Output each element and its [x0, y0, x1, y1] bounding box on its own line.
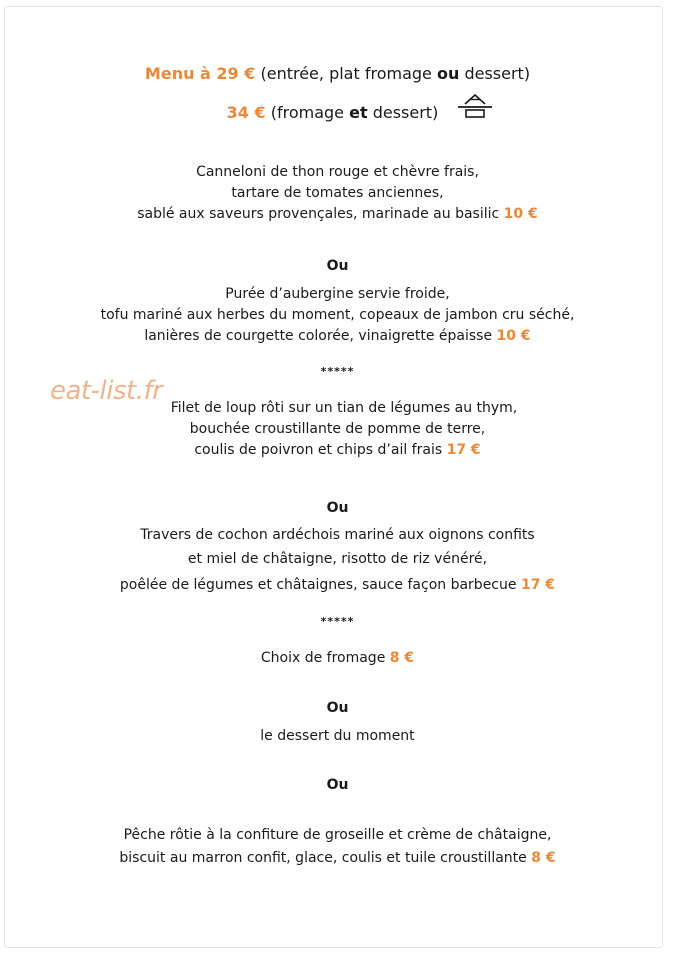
entree-1-line-1: Canneloni de thon rouge et chèvre frais, — [196, 164, 479, 180]
menu-29-ou: ou — [436, 64, 460, 83]
menu-34-et: et — [349, 103, 368, 122]
plat-2-line-3 — [0, 576, 675, 594]
menu-29-contents-a: (entrée, plat fromage — [260, 64, 437, 83]
entree-1-line-2: tartare de tomates anciennes, — [231, 185, 444, 201]
entree-1-price: 10 € — [503, 206, 538, 222]
fromage-text: Choix de fromage — [260, 650, 386, 666]
menu-29-label: Menu à 29 € — [144, 64, 256, 83]
or-separator-dessert: Ou — [326, 777, 349, 793]
menu-29-contents-b: dessert) — [459, 64, 531, 83]
menu-sheet — [4, 6, 663, 948]
plat-1-line-2: bouchée croustillante de pomme de terre, — [189, 421, 486, 437]
plat-2-line-3-text: poêlée de légumes et châtaignes, sauce façon barbecue — [119, 577, 517, 593]
plat-2-line-1: Travers de cochon ardéchois mariné aux oignons confits — [140, 527, 535, 543]
or-separator-entrees: Ou — [326, 258, 349, 274]
or-separator-fromage: Ou — [326, 700, 349, 716]
dessert-moment-line: le dessert du moment — [260, 728, 415, 744]
entree-1-line-3 — [0, 205, 675, 223]
menu-34-contents-a: (fromage — [270, 103, 350, 122]
entree-2-price: 10 € — [496, 328, 531, 344]
eat-list-watermark: eat-list.fr — [50, 376, 163, 406]
entree-1-line-3-text: sablé aux saveurs provençales, marinade au basilic — [137, 206, 500, 222]
menu-34-label: 34 € — [226, 103, 266, 122]
separator-stars-1: ***** — [320, 365, 355, 378]
separator-stars-2: ***** — [320, 615, 355, 628]
dessert-peche-line-2 — [0, 849, 675, 867]
fromage-line — [0, 649, 675, 667]
entree-2-line-2: tofu mariné aux herbes du moment, copeaux de jambon cru séché, — [100, 307, 575, 323]
cloche-house-icon — [455, 90, 495, 120]
or-separator-plats: Ou — [326, 500, 349, 516]
menu-34-contents-b: dessert) — [367, 103, 439, 122]
fromage-price: 8 € — [389, 650, 415, 666]
dessert-peche-price: 8 € — [531, 850, 556, 866]
entree-2-line-3-text: lanières de courgette colorée, vinaigrette épaisse — [144, 328, 493, 344]
dessert-peche-line-2-text: biscuit au marron confit, glace, coulis et tuile croustillante — [119, 850, 527, 866]
plat-2-line-2: et miel de châtaigne, risotto de riz vénéré, — [187, 551, 488, 567]
plat-1-price: 17 € — [446, 442, 481, 458]
entree-2-line-3 — [0, 327, 675, 345]
dessert-peche-line-1: Pêche rôtie à la confiture de groseille et crème de châtaigne, — [123, 827, 552, 843]
menu-price-line-2 — [0, 103, 665, 123]
entree-2-line-1: Purée d’aubergine servie froide, — [225, 286, 450, 302]
menu-price-line-1 — [0, 64, 675, 84]
plat-1-line-3 — [0, 441, 675, 459]
plat-1-line-3-text: coulis de poivron et chips d’ail frais — [194, 442, 443, 458]
plat-2-price: 17 € — [520, 577, 556, 593]
plat-1-line-1: Filet de loup rôti sur un tian de légumes au thym, — [170, 400, 518, 416]
